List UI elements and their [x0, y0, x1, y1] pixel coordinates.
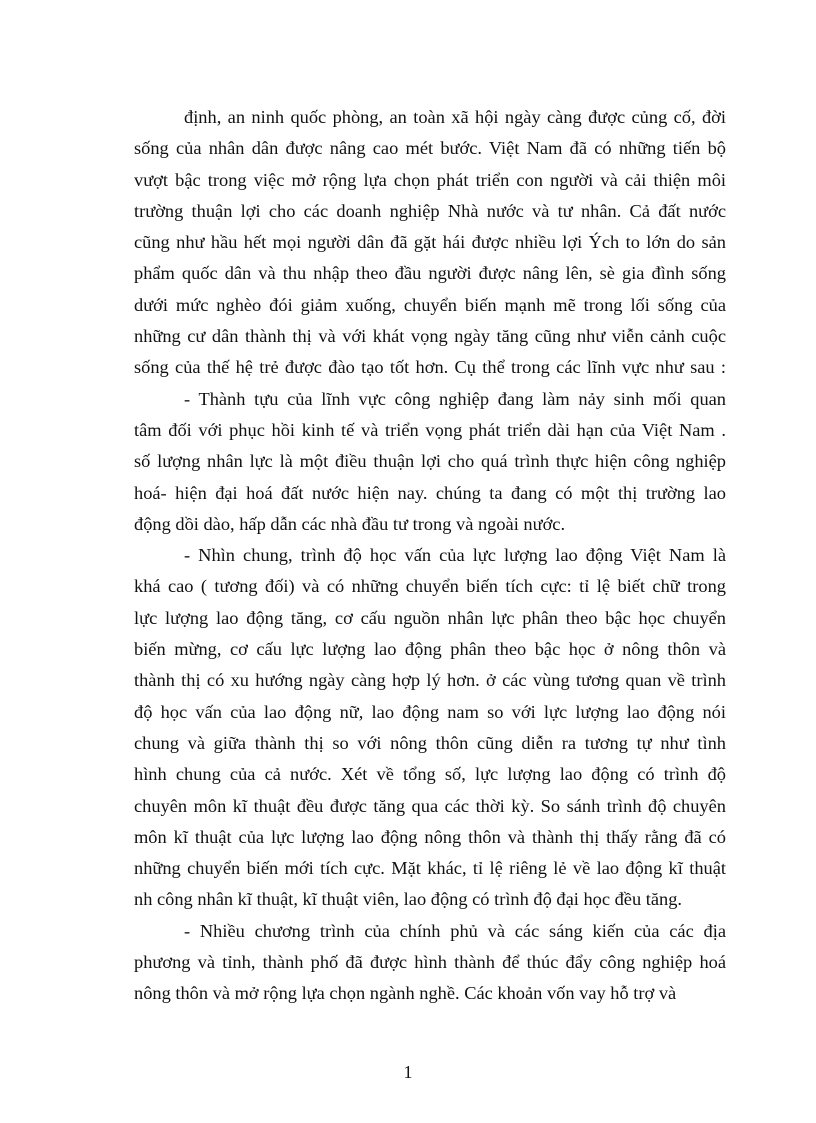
body-text [134, 102, 726, 1010]
text-line: khá cao ( tương đối) và có những chuyển biến tích cực: tỉ lệ biết chữ trong [134, 576, 726, 597]
text-line: môn kĩ thuật của lực lượng lao động nông thôn và thành thị thấy rằng đã có [134, 826, 726, 847]
text-line: nông thôn và mở rộng lựa chọn ngành nghề. Các khoản vốn vay hỗ trợ và [134, 983, 677, 1004]
text-line: nh công nhân kĩ thuật, kĩ thuật viên, lao động có trình độ đại học đều tăng. [134, 889, 683, 910]
page-number: 1 [403, 1062, 413, 1082]
text-line: sống của thế hệ trẻ được đào tạo tốt hơn. Cụ thể trong các lĩnh vực như sau : [134, 357, 726, 378]
text-line: động dồi dào, hấp dẫn các nhà đầu tư trong và ngoài nước. [134, 513, 566, 534]
text-line: - Nhìn chung, trình độ học vấn của lực lượng lao động Việt Nam là [184, 545, 726, 566]
text-line: dưới mức nghèo đói giảm xuống, chuyển biến mạnh mẽ trong lối sống của [134, 294, 726, 315]
text-line: định, an ninh quốc phòng, an toàn xã hội ngày càng được củng cố, đời [184, 107, 726, 127]
text-line: số lượng nhân lực là một điều thuận lợi cho quá trình thực hiện công nghiệp [134, 451, 726, 472]
text-line: tâm đối với phục hồi kinh tế và triển vọng phát triển dài hạn của Việt Nam . [134, 419, 726, 440]
text-line: trường thuận lợi cho các doanh nghiệp Nhà nước và tư nhân. Cả đất nước [134, 200, 726, 221]
text-line: những chuyển biến mới tích cực. Mặt khác, tỉ lệ riêng lẻ về lao động kĩ thuật [134, 858, 726, 879]
text-line: thành thị có xu hướng ngày càng hợp lý hơn. ở các vùng tương quan về trình [134, 670, 726, 691]
text-line: - Thành tựu của lĩnh vực công nghiệp đang làm nảy sinh mối quan [184, 388, 726, 409]
text-line: độ học vấn của lao động nữ, lao động nam so với lực lượng lao động nói [134, 701, 726, 722]
text-line: chuyên môn kĩ thuật đều được tăng qua các thời kỳ. So sánh trình độ chuyên [134, 795, 726, 816]
text-line: vượt bậc trong việc mở rộng lựa chọn phát triển con người và cải thiện môi [134, 169, 726, 190]
text-line: chung và giữa thành thị so với nông thôn cũng diễn ra tương tự như tình [134, 732, 726, 753]
text-line: cũng như hầu hết mọi người dân đã gặt hái được nhiều lợi Ých to lớn do sản [134, 232, 726, 253]
text-line: phẩm quốc dân và thu nhập theo đầu người được nâng lên, sè gia đình sống [134, 263, 726, 284]
text-line: lực lượng lao động tăng, cơ cấu nguồn nhân lực phân theo bậc học chuyển [134, 607, 726, 628]
text-line: phương và tỉnh, thành phố đã được hình thành để thúc đẩy công nghiệp hoá [134, 952, 726, 973]
text-line: biến mừng, cơ cấu lực lượng lao động phân theo bậc học ở nông thôn và [134, 639, 726, 660]
text-line: những cư dân thành thị và với khát vọng ngày tăng cũng như viễn cảnh cuộc [134, 326, 726, 347]
text-line: hoá- hiện đại hoá đất nước hiện nay. chúng ta đang có một thị trường lao [134, 482, 726, 503]
text-line: hình chung của cả nước. Xét về tổng số, lực lượng lao động có trình độ [134, 764, 726, 785]
text-line: sống của nhân dân được nâng cao mét bước. Việt Nam đã có những tiến bộ [134, 138, 726, 159]
text-line: - Nhiều chương trình của chính phủ và các sáng kiến của các địa [184, 920, 726, 941]
